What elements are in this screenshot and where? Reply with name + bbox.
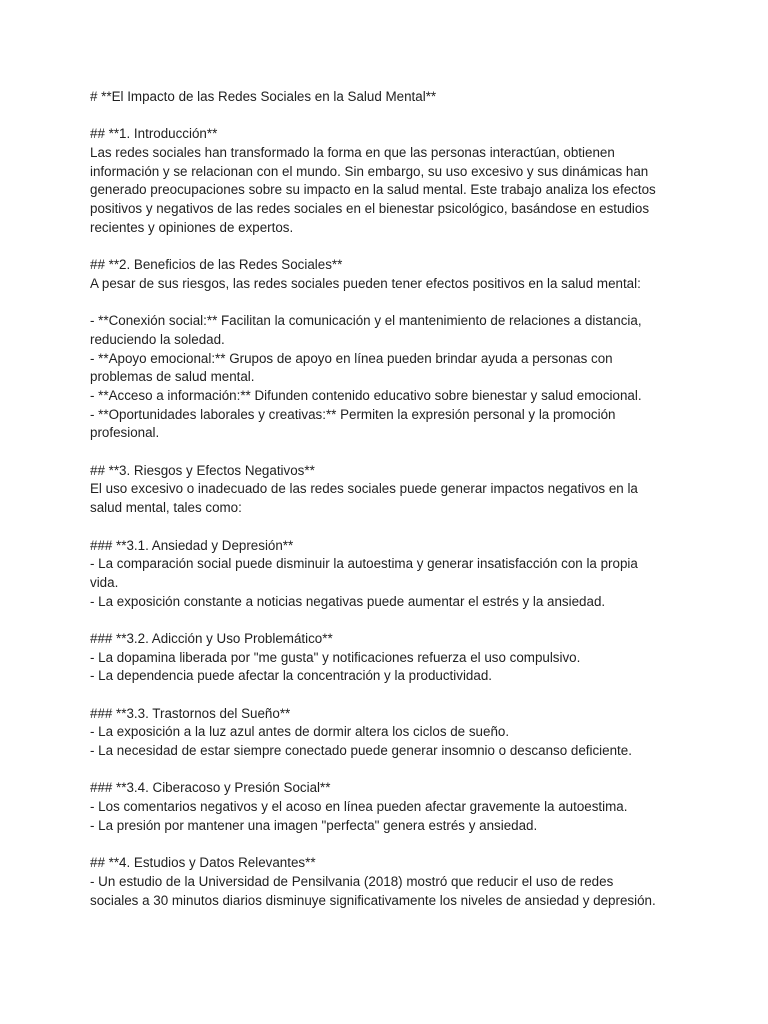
subsection-line: vida.: [90, 574, 119, 590]
spacer: [90, 761, 690, 780]
spacer: [90, 686, 690, 705]
subsection-heading-anxiety: ### **3.1. Ansiedad y Depresión**: [90, 537, 294, 553]
subsection-line: - La comparación social puede disminuir la autoestima y generar insatisfacción con la propia: [90, 556, 638, 572]
section-heading-introduction: ## **1. Introducción**: [90, 126, 218, 142]
intro-line: recientes y opiniones de expertos.: [90, 219, 294, 235]
risks-lead: El uso excesivo o inadecuado de las redes sociales puede generar impactos negativos en la: [90, 481, 638, 497]
intro-line: Las redes sociales han transformado la forma en que las personas interactúan, obtienen: [90, 145, 615, 161]
subsection-line: - La necesidad de estar siempre conectado puede generar insomnio o descanso deficiente.: [90, 743, 632, 759]
subsection-line: - La exposición a la luz azul antes de dormir altera los ciclos de sueño.: [90, 724, 510, 740]
spacer: [90, 107, 690, 126]
section-heading-studies: ## **4. Estudios y Datos Relevantes**: [90, 855, 316, 871]
subsection-line: - La presión por mantener una imagen "perfecta" genera estrés y ansiedad.: [90, 817, 538, 833]
benefit-item: profesional.: [90, 425, 160, 441]
benefit-item: - **Apoyo emocional:** Grupos de apoyo en línea pueden brindar ayuda a personas con: [90, 350, 613, 366]
section-heading-risks: ## **3. Riesgos y Efectos Negativos**: [90, 462, 315, 478]
document-page: [90, 88, 690, 910]
benefit-item: - **Acceso a información:** Difunden contenido educativo sobre bienestar y salud emocional.: [90, 388, 642, 403]
spacer: [90, 611, 690, 630]
spacer: [90, 294, 690, 313]
spacer: [90, 238, 690, 257]
section-heading-benefits: ## **2. Beneficios de las Redes Sociales**: [90, 257, 343, 273]
benefits-lead: A pesar de sus riesgos, las redes sociales pueden tener efectos positivos en la salud mental:: [90, 275, 641, 291]
spacer: [90, 836, 690, 855]
subsection-line: - Los comentarios negativos y el acoso en línea pueden afectar gravemente la autoestima.: [90, 799, 628, 815]
subsection-line: - La dependencia puede afectar la concentración y la productividad.: [90, 668, 492, 684]
benefit-item: - **Oportunidades laborales y creativas:** Permiten la expresión personal y la promoción: [90, 406, 616, 422]
intro-line: información y se relacionan con el mundo. Sin embargo, su uso excesivo y sus dinámicas han: [90, 163, 649, 179]
subsection-heading-addiction: ### **3.2. Adicción y Uso Problemático**: [90, 630, 333, 646]
document-title: # **El Impacto de las Redes Sociales en la Salud Mental**: [90, 89, 437, 104]
intro-line: positivos y negativos de las redes sociales en el bienestar psicológico, basándose en estudios: [90, 201, 650, 217]
studies-line: sociales a 30 minutos diarios disminuye significativamente los niveles de ansiedad y depresión.: [90, 892, 656, 908]
subsection-line: - La exposición constante a noticias negativas puede aumentar el estrés y la ansiedad.: [90, 593, 606, 609]
subsection-heading-cyberbullying: ### **3.4. Ciberacoso y Presión Social**: [90, 780, 331, 796]
spacer: [90, 443, 690, 462]
benefit-item: problemas de salud mental.: [90, 369, 255, 385]
subsection-heading-sleep: ### **3.3. Trastornos del Sueño**: [90, 705, 291, 721]
benefit-item: - **Conexión social:** Facilitan la comunicación y el mantenimiento de relaciones a distancia,: [90, 313, 642, 329]
subsection-line: - La dopamina liberada por "me gusta" y notificaciones refuerza el uso compulsivo.: [90, 649, 581, 665]
intro-line: generado preocupaciones sobre su impacto en la salud mental. Este trabajo analiza los efectos: [90, 182, 656, 198]
benefit-item: reduciendo la soledad.: [90, 331, 225, 347]
spacer: [90, 518, 690, 537]
studies-line: - Un estudio de la Universidad de Pensilvania (2018) mostró que reducir el uso de redes: [90, 873, 614, 889]
risks-lead: salud mental, tales como:: [90, 500, 242, 516]
